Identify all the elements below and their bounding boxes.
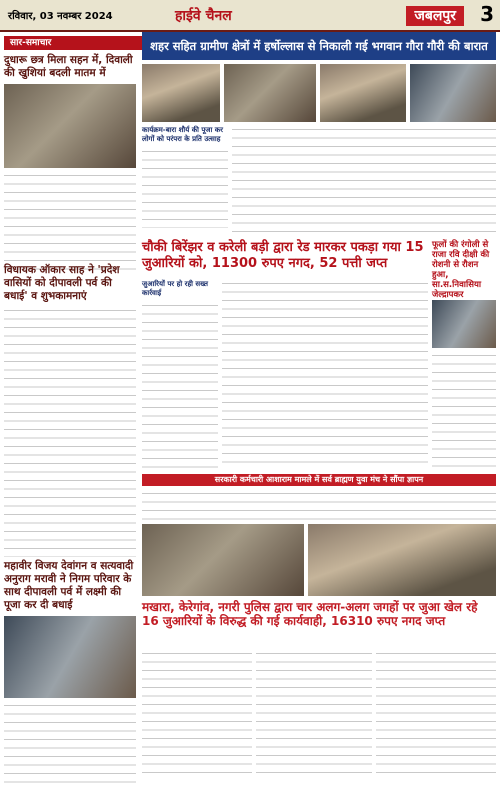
story1 [4, 54, 136, 276]
story3 [4, 560, 136, 788]
bottom-body-1 [142, 650, 252, 776]
govt-body [142, 490, 496, 520]
bottom-body-2 [256, 650, 372, 776]
gaura-photo-2 [224, 64, 316, 122]
city-edition: जबलपुर [406, 6, 464, 26]
section-label: सार-समाचार [4, 36, 142, 50]
story1-photo [4, 84, 136, 168]
photo-caption: कार्यक्रम-बारा शौर्य की पूजा कर लोगों को परंपरा के प्रति उत्साह [142, 126, 223, 143]
bottom-story [142, 600, 496, 628]
crime-headline: चौकी बिरेंझर व करेली बड़ी द्वारा रेड मारकर पकड़ा गया 15 जुआरियों को, 11300 रुपए नगद, 52 पत्ती जप्त [142, 240, 424, 271]
photo-caption-box [142, 126, 228, 228]
story3-headline: महावीर विजय देवांगन व सत्यवादी अनुराग मरावी ने निगम परिवार के साथ दीपावली पर्व में लक्ष्मी की पूजा कर दी बधाई [4, 560, 134, 611]
bottom-headline: मखारा, केरेगांव, नगरी पुलिस द्वारा चार अलग-अलग जगहों पर जुआ खेल रहे 16 जुआरियों के विरुद्ध की गई कार्यवाही, 16310 रुपए नगद जप्त [142, 600, 478, 628]
gaura-story-body [232, 126, 496, 236]
crime-left-body [142, 302, 218, 474]
story1-headline: दुधारू छत्र मिला सहन में, दिवाली की खुशियां बदली मातम में [4, 54, 133, 79]
govt-photo-1 [142, 524, 304, 596]
crime-caption-box [142, 280, 218, 474]
gaura-photo-3 [320, 64, 406, 122]
story3-body [4, 702, 136, 788]
govt-headline: सरकारी कर्मचारी आशाराम मामले में सर्व ब्राह्मण युवा मंच ने सौंपा ज्ञापन [142, 474, 496, 486]
crime-body [222, 280, 428, 470]
crackers-body [432, 352, 496, 470]
crime-story [142, 240, 428, 272]
govt-story [142, 474, 496, 486]
issue-date: रविवार, 03 नवम्बर 2024 [8, 11, 113, 22]
story3-photo [4, 616, 136, 698]
crackers-photo [432, 300, 496, 348]
govt-photo-2 [308, 524, 496, 596]
story1-body [4, 172, 136, 276]
main-banner-headline: शहर सहित ग्रामीण क्षेत्रों में हर्षोल्लास से निकाली गई भगवान गौरा गौरी की बारात [142, 32, 496, 60]
newspaper-brand: हाईवे चैनल [175, 8, 232, 24]
story2 [4, 264, 136, 557]
crackers-story [432, 240, 496, 300]
crackers-headline: फूलों की रंगोली से राजा रवि दीक्षी की रोशनी से रौशन हुआ, सा.स.निवासिया जेल्द्रापकर [432, 240, 490, 300]
story2-body [4, 307, 136, 557]
bottom-body-3 [376, 650, 496, 776]
page-header [0, 0, 500, 32]
gaura-photo-1 [142, 64, 220, 122]
caption-body [142, 148, 228, 228]
page-number: 3 [480, 2, 494, 26]
gaura-photo-4 [410, 64, 496, 122]
crime-caption: जुआरियों पर हो रही सख्त कार्रवाई [142, 280, 209, 297]
story2-headline: विधायक ऑकार साह ने 'प्रदेश वासियों को दीपावली पर्व की बधाई' व शुभकामनाएं [4, 264, 120, 302]
